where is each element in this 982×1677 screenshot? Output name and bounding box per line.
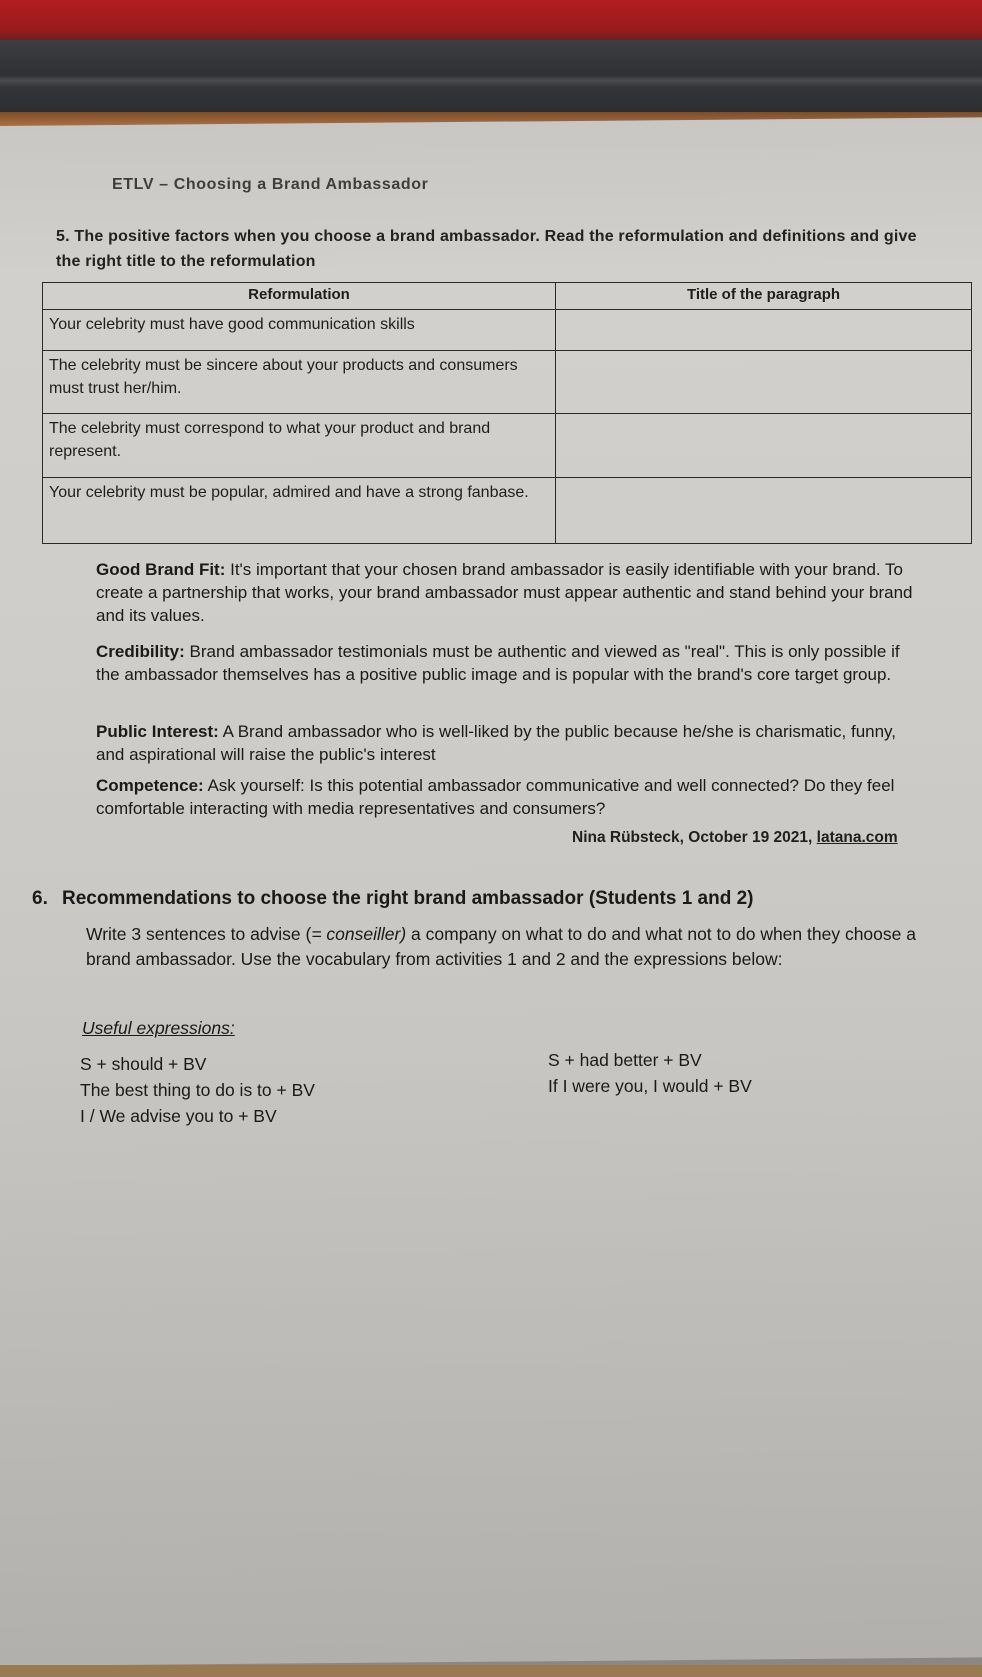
instruction-part-2: a company on what to do and what not to do when they choose a brand ambassador. Use the vocabulary from activities 1 and 2 and the expressions below: bbox=[86, 924, 916, 969]
reformulation-table bbox=[42, 282, 972, 544]
reformulation-cell: Your celebrity must have good communication skills bbox=[43, 310, 556, 351]
title-answer-cell[interactable] bbox=[556, 478, 972, 544]
instruction-part-1: Write 3 sentences to advise ( bbox=[86, 924, 312, 944]
reformulation-cell: The celebrity must correspond to what your product and brand represent. bbox=[43, 414, 556, 478]
source-link[interactable]: latana.com bbox=[816, 829, 898, 846]
definition-text: A Brand ambassador who is well-liked by the public because he/she is charismatic, funny, and aspirational will raise the public's interest bbox=[96, 722, 897, 764]
table-row bbox=[43, 351, 972, 414]
expression-best-thing: The best thing to do is to + BV bbox=[80, 1080, 315, 1100]
title-answer-cell[interactable] bbox=[556, 310, 972, 351]
definition-competence bbox=[96, 774, 914, 820]
question-6-title bbox=[32, 888, 754, 910]
useful-expressions-label: Useful expressions: bbox=[82, 1018, 235, 1038]
source-citation bbox=[572, 829, 898, 847]
table-row bbox=[43, 478, 972, 544]
instruction-italic: = conseiller) bbox=[311, 924, 407, 944]
title-answer-cell[interactable] bbox=[556, 414, 972, 478]
question-6-heading: Recommendations to choose the right brand ambassador (Students 1 and 2) bbox=[62, 888, 754, 909]
question-6-instruction bbox=[86, 922, 922, 971]
reformulation-cell: Your celebrity must be popular, admired and have a strong fanbase. bbox=[43, 478, 556, 544]
worksheet-header: ETLV – Choosing a Brand Ambassador bbox=[112, 176, 429, 193]
definition-term: Credibility: bbox=[96, 642, 185, 661]
table-header-row bbox=[43, 283, 972, 310]
title-answer-cell[interactable] bbox=[556, 351, 972, 414]
expression-should: S + should + BV bbox=[80, 1054, 207, 1074]
column-header-reformulation: Reformulation bbox=[43, 283, 556, 310]
definition-text: Brand ambassador testimonials must be authentic and viewed as "real". This is only possible if the ambassador themselves has a positive public image and is popular with the brand's core target group. bbox=[96, 642, 900, 684]
question-5-number: 5. bbox=[56, 228, 70, 245]
definition-good-brand-fit bbox=[96, 558, 914, 627]
definition-term: Good Brand Fit: bbox=[96, 560, 226, 579]
source-author: Nina Rübsteck, October 19 2021, bbox=[572, 829, 817, 846]
question-5-bold-text: positive factors bbox=[108, 228, 230, 245]
definition-text: It's important that your chosen brand ambassador is easily identifiable with your brand. To create a partnership that works, your brand ambassador must appear authentic and stand behind your brand and its values. bbox=[96, 560, 913, 625]
question-6-number: 6. bbox=[32, 888, 48, 909]
definition-credibility bbox=[96, 640, 914, 686]
definition-public-interest bbox=[96, 720, 914, 766]
column-header-title: Title of the paragraph bbox=[556, 283, 972, 310]
table-row bbox=[43, 414, 972, 478]
table-row bbox=[43, 310, 972, 351]
definition-term: Public Interest: bbox=[96, 722, 219, 741]
expression-had-better: S + had better + BV bbox=[548, 1050, 702, 1070]
reformulation-cell: The celebrity must be sincere about your products and consumers must trust her/him. bbox=[43, 351, 556, 414]
expression-if-i-were-you: If I were you, I would + BV bbox=[548, 1076, 752, 1096]
expression-we-advise: I / We advise you to + BV bbox=[80, 1106, 277, 1126]
question-5-text-before: The bbox=[74, 228, 109, 245]
definition-term: Competence: bbox=[96, 776, 204, 795]
definition-text: Ask yourself: Is this potential ambassador communicative and well connected? Do they feel comfortable interacting with media representatives and consumers? bbox=[96, 776, 895, 818]
question-5-prompt bbox=[56, 224, 936, 274]
question-5-text-after: when you choose a brand ambassador. Read the reformulation and definitions and give the right title to the reformulation bbox=[56, 228, 917, 270]
